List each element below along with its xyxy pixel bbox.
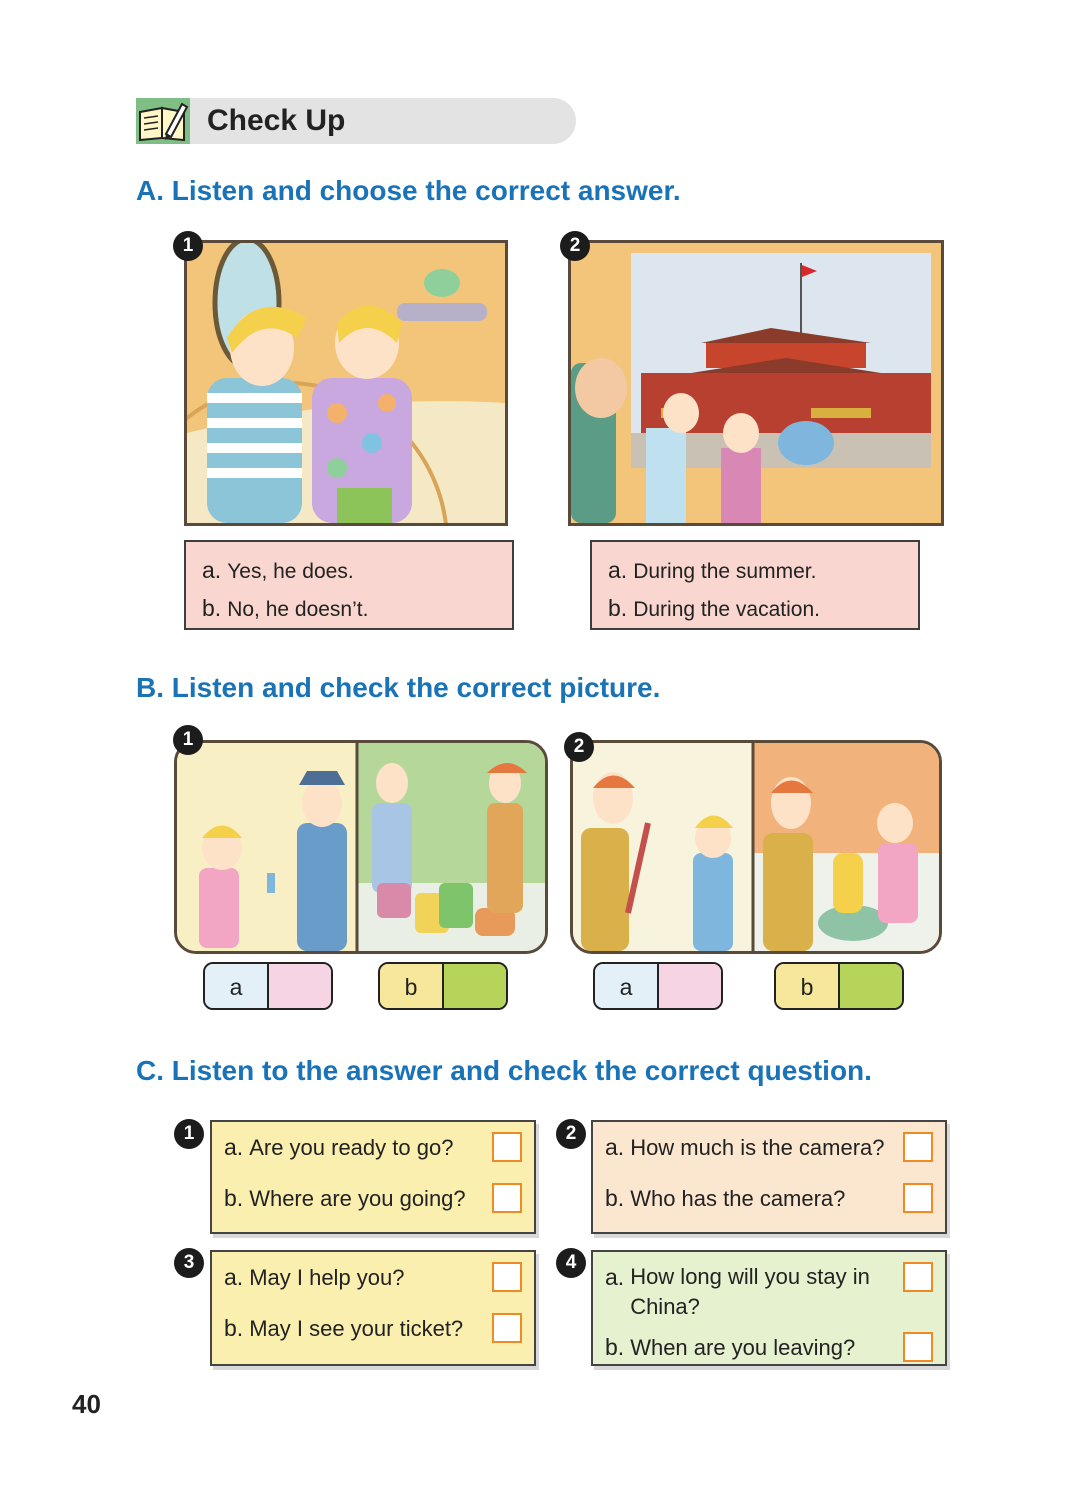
book-pencil-icon xyxy=(136,98,190,144)
question-option[interactable]: a. How much is the camera? xyxy=(605,1132,933,1163)
choice-b1-b[interactable]: b xyxy=(378,962,508,1010)
item-number: 2 xyxy=(564,732,594,762)
picture-b2 xyxy=(570,740,942,954)
picture-b1 xyxy=(174,740,548,954)
question-box-c2 xyxy=(591,1120,947,1234)
question-box-c4 xyxy=(591,1250,947,1366)
section-b-title: B. Listen and check the correct picture. xyxy=(136,672,661,703)
answer-option[interactable]: b. No, he doesn’t. xyxy=(202,595,369,621)
item-number: 1 xyxy=(173,725,203,755)
item-number: 4 xyxy=(556,1248,586,1278)
choice-b2-a[interactable]: a xyxy=(593,962,723,1010)
section-c-title: C. Listen to the answer and check the correct question. xyxy=(136,1055,872,1086)
check-area[interactable] xyxy=(444,964,506,1008)
question-option[interactable]: b. Where are you going? xyxy=(224,1183,522,1214)
checkbox[interactable] xyxy=(903,1262,933,1292)
header-title: Check Up xyxy=(207,104,346,137)
picture-a1 xyxy=(184,240,508,526)
item-number: 2 xyxy=(560,231,590,261)
check-area[interactable] xyxy=(659,964,721,1008)
item-number: 1 xyxy=(173,231,203,261)
question-option[interactable]: b. When are you leaving? xyxy=(605,1332,933,1363)
question-option[interactable]: a. May I help you? xyxy=(224,1262,522,1293)
header-bar xyxy=(136,98,576,144)
answer-option[interactable]: a. Yes, he does. xyxy=(202,557,354,583)
page-number: 40 xyxy=(72,1389,101,1419)
check-area[interactable] xyxy=(269,964,331,1008)
choice-b1-a[interactable]: a xyxy=(203,962,333,1010)
checkbox[interactable] xyxy=(492,1183,522,1213)
choice-b2-b[interactable]: b xyxy=(774,962,904,1010)
checkbox[interactable] xyxy=(492,1313,522,1343)
checkbox[interactable] xyxy=(492,1132,522,1162)
question-box-c3 xyxy=(210,1250,536,1366)
checkbox[interactable] xyxy=(492,1262,522,1292)
answer-box-a2 xyxy=(590,540,920,630)
item-number: 2 xyxy=(556,1119,586,1149)
checkbox[interactable] xyxy=(903,1132,933,1162)
picture-a2 xyxy=(568,240,944,526)
section-a-title: A. Listen and choose the correct answer. xyxy=(136,175,681,206)
checkbox[interactable] xyxy=(903,1332,933,1362)
question-option[interactable]: b. Who has the camera? xyxy=(605,1183,933,1214)
question-box-c1 xyxy=(210,1120,536,1234)
answer-option[interactable]: b. During the vacation. xyxy=(608,595,820,621)
item-number: 3 xyxy=(174,1248,204,1278)
answer-option[interactable]: a. During the summer. xyxy=(608,557,817,583)
item-number: 1 xyxy=(174,1119,204,1149)
question-option[interactable]: a. Are you ready to go? xyxy=(224,1132,522,1163)
question-option[interactable]: a. How long will you stay in China? xyxy=(605,1262,933,1322)
question-option[interactable]: b. May I see your ticket? xyxy=(224,1313,522,1344)
answer-box-a1 xyxy=(184,540,514,630)
check-area[interactable] xyxy=(840,964,902,1008)
checkbox[interactable] xyxy=(903,1183,933,1213)
